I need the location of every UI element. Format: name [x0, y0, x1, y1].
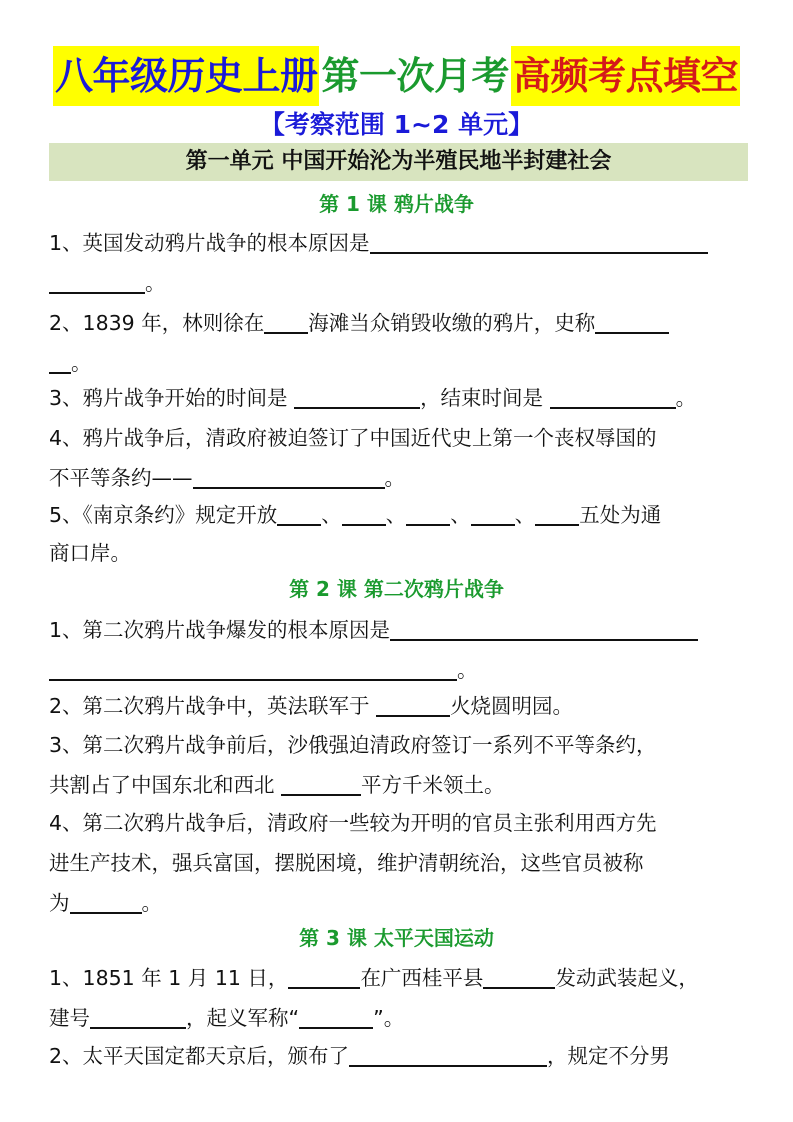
answer-blank[interactable]: [406, 498, 450, 526]
answer-blank[interactable]: [299, 1001, 373, 1029]
question-l1-q5-cont: 商口岸。: [49, 541, 131, 565]
title-grade-course: 八年级历史上册: [53, 46, 320, 106]
question-l1-q5: 5、《南京条约》规定开放 、 、 、 、 五处为通: [49, 495, 754, 535]
lesson-heading-2: 第 2 课 第二次鸦片战争: [289, 577, 504, 601]
question-l1-q1: 1、英国发动鸦片战争的根本原因是: [49, 223, 754, 263]
question-l1-q2-cont: 。: [49, 343, 754, 383]
question-l1-q4: 4、鸦片战争后，清政府被迫签订了中国近代史上第一个丧权辱国的: [49, 426, 657, 450]
answer-blank[interactable]: [471, 498, 515, 526]
question-l2-q3: 3、第二次鸦片战争前后，沙俄强迫清政府签订一系列不平等条约，: [49, 733, 657, 757]
question-l2-q2: 2、第二次鸦片战争中，英法联军于 火烧圆明园。: [49, 686, 754, 726]
answer-blank[interactable]: [288, 961, 360, 989]
answer-blank[interactable]: [595, 306, 669, 334]
question-l2-q4: 4、第二次鸦片战争后，清政府一些较为开明的官员主张利用西方先: [49, 811, 657, 835]
lesson-heading-1: 第 1 课 鸦片战争: [319, 192, 474, 216]
answer-blank[interactable]: [49, 346, 71, 374]
exam-scope: 【考察范围 1~2 单元】: [259, 110, 534, 139]
question-l2-q4-line3: 为 。: [49, 883, 754, 923]
answer-blank[interactable]: [70, 886, 142, 914]
question-l2-q4-line2: 进生产技术，强兵富国，摆脱困境，维护清朝统治，这些官员被称: [49, 851, 644, 875]
question-l3-q1: 1、1851 年 1 月 11 日， 在广西桂平县 发动武装起义，: [49, 958, 754, 998]
title-exam: 第一次月考: [321, 54, 509, 98]
lesson-heading-3: 第 3 课 太平天国运动: [299, 926, 494, 950]
question-l3-q1-cont: 建号 ，起义军称“ ”。: [49, 998, 754, 1038]
question-l1-q3: 3、鸦片战争开始的时间是 ，结束时间是 。: [49, 378, 754, 418]
question-l1-q1-cont: 。: [49, 263, 754, 303]
answer-blank[interactable]: [390, 613, 698, 641]
question-l1-q4-cont: 不平等条约—— 。: [49, 458, 754, 498]
answer-blank[interactable]: [483, 961, 555, 989]
page-title: [0, 46, 793, 106]
question-l2-q1-cont: 。: [49, 650, 754, 690]
answer-blank[interactable]: [193, 461, 385, 489]
answer-blank[interactable]: [49, 653, 457, 681]
answer-blank[interactable]: [376, 689, 450, 717]
answer-blank[interactable]: [264, 306, 308, 334]
unit-heading: 第一单元 中国开始沦为半殖民地半封建社会: [49, 143, 748, 181]
question-l2-q3-cont: 共割占了中国东北和西北 平方千米领土。: [49, 765, 754, 805]
answer-blank[interactable]: [349, 1039, 547, 1067]
question-l2-q1: 1、第二次鸦片战争爆发的根本原因是: [49, 610, 754, 650]
question-l3-q2: 2、太平天国定都天京后，颁布了 ，规定不分男: [49, 1036, 754, 1076]
answer-blank[interactable]: [49, 266, 145, 294]
question-l1-q2: 2、1839 年，林则徐在 海滩当众销毁收缴的鸦片，史称: [49, 303, 754, 343]
answer-blank[interactable]: [90, 1001, 186, 1029]
answer-blank[interactable]: [550, 381, 676, 409]
title-topic: 高频考点填空: [511, 46, 740, 106]
answer-blank[interactable]: [277, 498, 321, 526]
answer-blank[interactable]: [370, 226, 708, 254]
answer-blank[interactable]: [281, 768, 361, 796]
answer-blank[interactable]: [294, 381, 420, 409]
answer-blank[interactable]: [535, 498, 579, 526]
answer-blank[interactable]: [342, 498, 386, 526]
